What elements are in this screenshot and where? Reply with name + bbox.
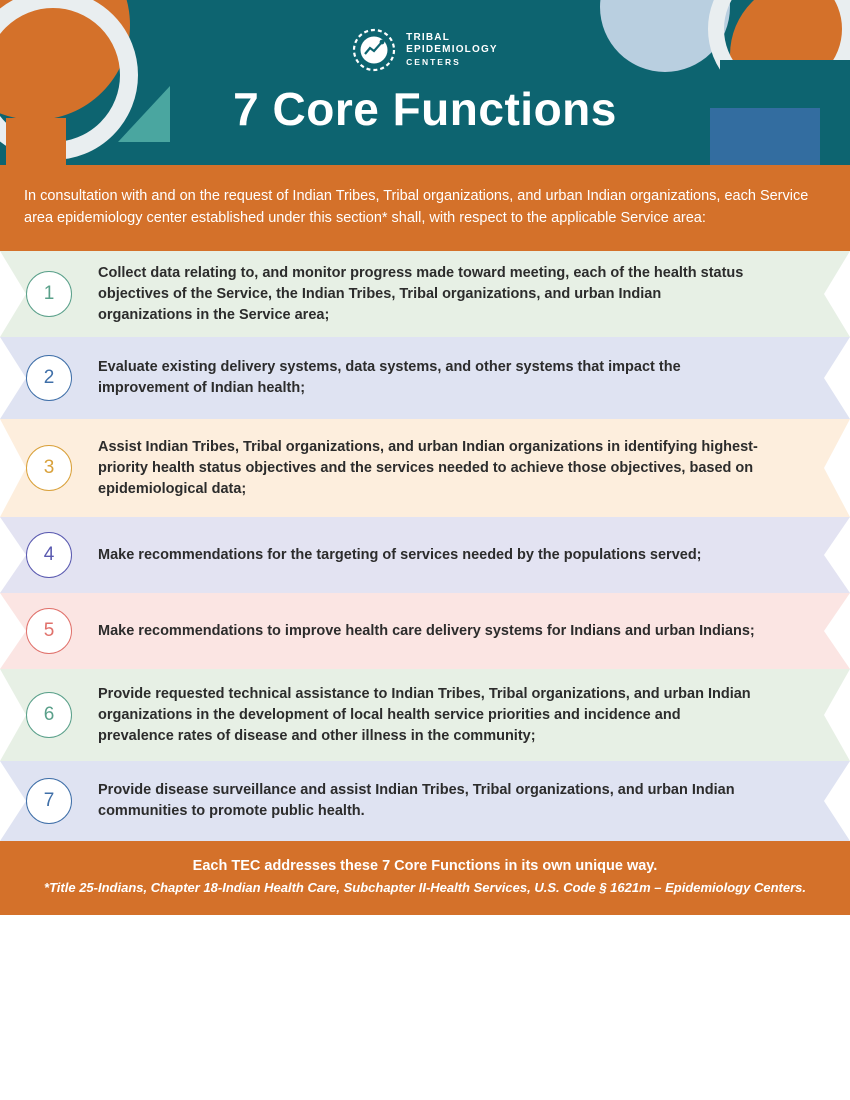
function-row bbox=[0, 517, 850, 593]
function-text: Collect data relating to, and monitor progress made toward meeting, each of the health status objectives of the Service, the Indian Tribes, Tribal organizations, and urban Indian organizations in the Service area; bbox=[98, 264, 744, 323]
function-row bbox=[0, 251, 850, 337]
logo bbox=[0, 28, 850, 72]
function-row bbox=[0, 761, 850, 841]
intro-statement: In consultation with and on the request of Indian Tribes, Tribal organizations, and urban Indian organizations, each Service area epidemiology center established under this section* shall, with respect to the applicable Service area: bbox=[0, 165, 850, 251]
function-row bbox=[0, 419, 850, 517]
logo-line-3: CENTERS bbox=[406, 57, 461, 67]
function-text: Provide disease surveillance and assist Indian Tribes, Tribal organizations, and urban Indian communities to promote public health. bbox=[98, 782, 735, 819]
row-content bbox=[0, 437, 850, 500]
row-content bbox=[0, 608, 850, 654]
functions-list bbox=[0, 251, 850, 841]
function-text: Make recommendations for the targeting of services needed by the populations served; bbox=[98, 546, 702, 563]
function-text: Provide requested technical assistance to Indian Tribes, Tribal organizations, and urban Indian organizations in the development of local health service priorities and incidence and prevalence rates of disease and other illness in the community; bbox=[98, 685, 751, 744]
header bbox=[0, 0, 850, 165]
page-title: 7 Core Functions bbox=[233, 83, 617, 135]
row-content bbox=[0, 263, 850, 326]
function-number-badge: 4 bbox=[26, 532, 72, 578]
row-content bbox=[0, 355, 850, 401]
footer bbox=[0, 841, 850, 915]
function-number-badge: 3 bbox=[26, 445, 72, 491]
function-row bbox=[0, 669, 850, 761]
function-row bbox=[0, 337, 850, 419]
logo-line-1: TRIBAL bbox=[406, 32, 451, 43]
function-row bbox=[0, 593, 850, 669]
function-number-badge: 6 bbox=[26, 692, 72, 738]
function-number-badge: 5 bbox=[26, 608, 72, 654]
function-text: Assist Indian Tribes, Tribal organizations, and urban Indian organizations in identifying highest-priority health status objectives and the services needed to achieve those objectives, based on epidemiological data; bbox=[98, 438, 758, 497]
function-number-badge: 1 bbox=[26, 271, 72, 317]
row-content bbox=[0, 778, 850, 824]
row-content bbox=[0, 532, 850, 578]
logo-line-2: EPIDEMIOLOGY bbox=[406, 44, 498, 55]
decor-white-ring-left bbox=[0, 0, 138, 160]
footer-line-2: *Title 25-Indians, Chapter 18-Indian Health Care, Subchapter II-Health Services, U.S. Code § 1621m – Epidemiology Centers. bbox=[44, 880, 806, 895]
footer-line-1: Each TEC addresses these 7 Core Functions in its own unique way. bbox=[192, 858, 658, 874]
function-text: Evaluate existing delivery systems, data systems, and other systems that impact the improvement of Indian health; bbox=[98, 359, 681, 396]
function-text: Make recommendations to improve health care delivery systems for Indians and urban Indians; bbox=[98, 622, 755, 639]
row-content bbox=[0, 684, 850, 747]
logo-wordmark bbox=[406, 32, 498, 68]
function-number-badge: 7 bbox=[26, 778, 72, 824]
function-number-badge: 2 bbox=[26, 355, 72, 401]
tec-circular-logo-icon bbox=[352, 28, 396, 72]
